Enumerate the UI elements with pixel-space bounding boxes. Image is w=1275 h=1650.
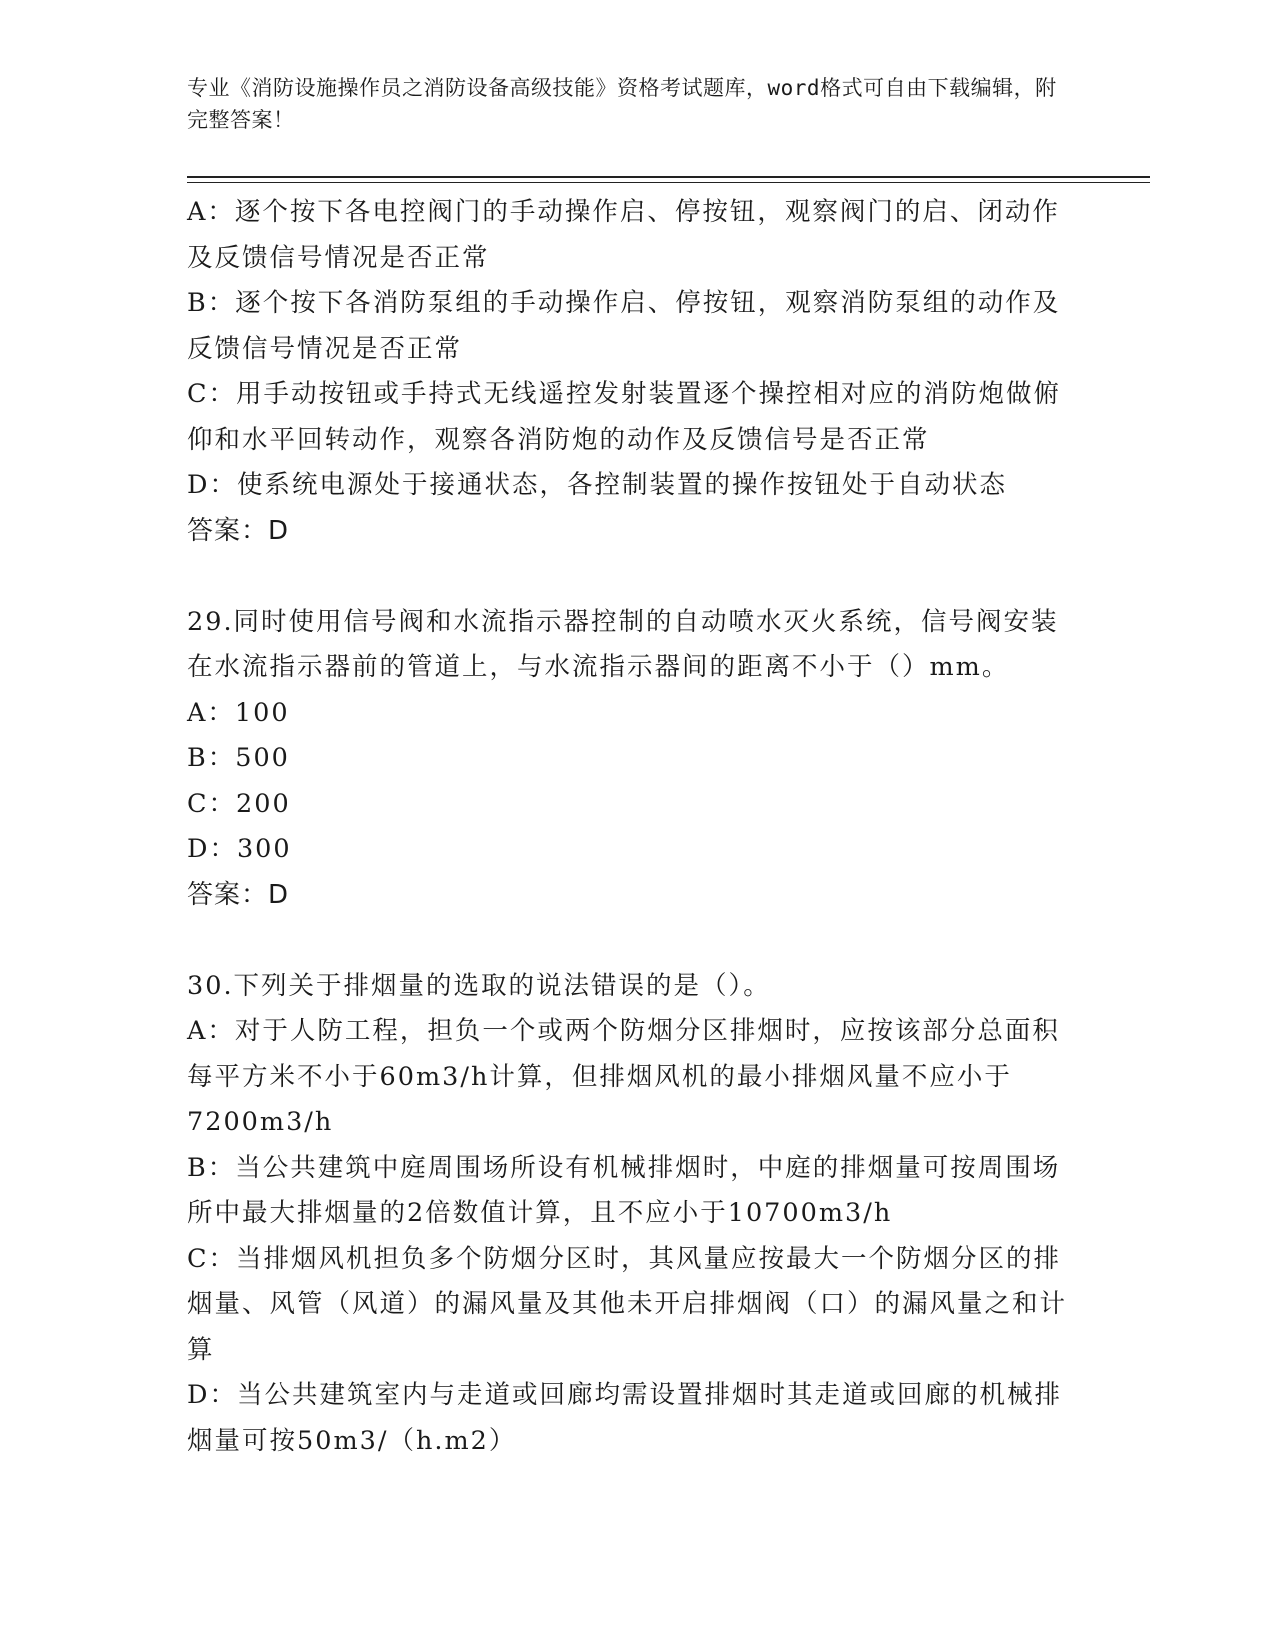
answer-label: 答案：D — [187, 515, 290, 546]
document-body — [187, 190, 1067, 1464]
option-a: A：100 — [187, 697, 290, 728]
option-a: A：对于人防工程，担负一个或两个防烟分区排烟时，应按该部分总面积每平方米不小于60m3/h计算，但排烟风机的最小排烟风量不应小于7200m3/h — [187, 1016, 1060, 1137]
option-d: D：使系统电源处于接通状态，各控制装置的操作按钮处于自动状态 — [187, 470, 1007, 500]
question-stem: 30.下列关于排烟量的选取的说法错误的是（）。 — [187, 970, 771, 1001]
option-d: D：当公共建筑室内与走道或回廊均需设置排烟时其走道或回廊的机械排烟量可按50m3/（h.m2） — [187, 1380, 1062, 1456]
spacer — [187, 918, 1067, 964]
question-block-29 — [187, 600, 1067, 919]
option-b: B：逐个按下各消防泵组的手动操作启、停按钮，观察消防泵组的动作及反馈信号情况是否正常 — [187, 288, 1061, 364]
option-c: C：当排烟风机担负多个防烟分区时，其风量应按最大一个防烟分区的排烟量、风管（风道）的漏风量及其他未开启排烟阀（口）的漏风量之和计算 — [187, 1243, 1068, 1365]
option-b: B：500 — [187, 743, 290, 773]
question-block-30 — [187, 964, 1067, 1465]
header-divider-thick — [187, 176, 1150, 178]
document-header: 专业《消防设施操作员之消防设备高级技能》资格考试题库，word格式可自由下载编辑，附完整答案！ — [187, 76, 1057, 132]
option-b: B：当公共建筑中庭周围场所设有机械排烟时，中庭的排烟量可按周围场所中最大排烟量的2倍数值计算，且不应小于10700m3/h — [187, 1152, 1061, 1228]
option-d: D：300 — [187, 834, 292, 864]
option-a: A：逐个按下各电控阀门的手动操作启、停按钮，观察阀门的启、闭动作及反馈信号情况是否正常 — [187, 197, 1060, 273]
question-stem: 29.同时使用信号阀和水流指示器控制的自动喷水灭火系统，信号阀安装在水流指示器前的管道上，与水流指示器间的距离不小于（）mm。 — [187, 606, 1059, 682]
header-divider-thin — [187, 182, 1150, 183]
option-c: C：200 — [187, 788, 291, 819]
option-c: C：用手动按钮或手持式无线遥控发射装置逐个操控相对应的消防炮做俯仰和水平回转动作，观察各消防炮的动作及反馈信号是否正常 — [187, 379, 1062, 455]
answer-label: 答案：D — [187, 879, 290, 910]
spacer — [187, 554, 1067, 600]
question-block-prev — [187, 190, 1067, 554]
